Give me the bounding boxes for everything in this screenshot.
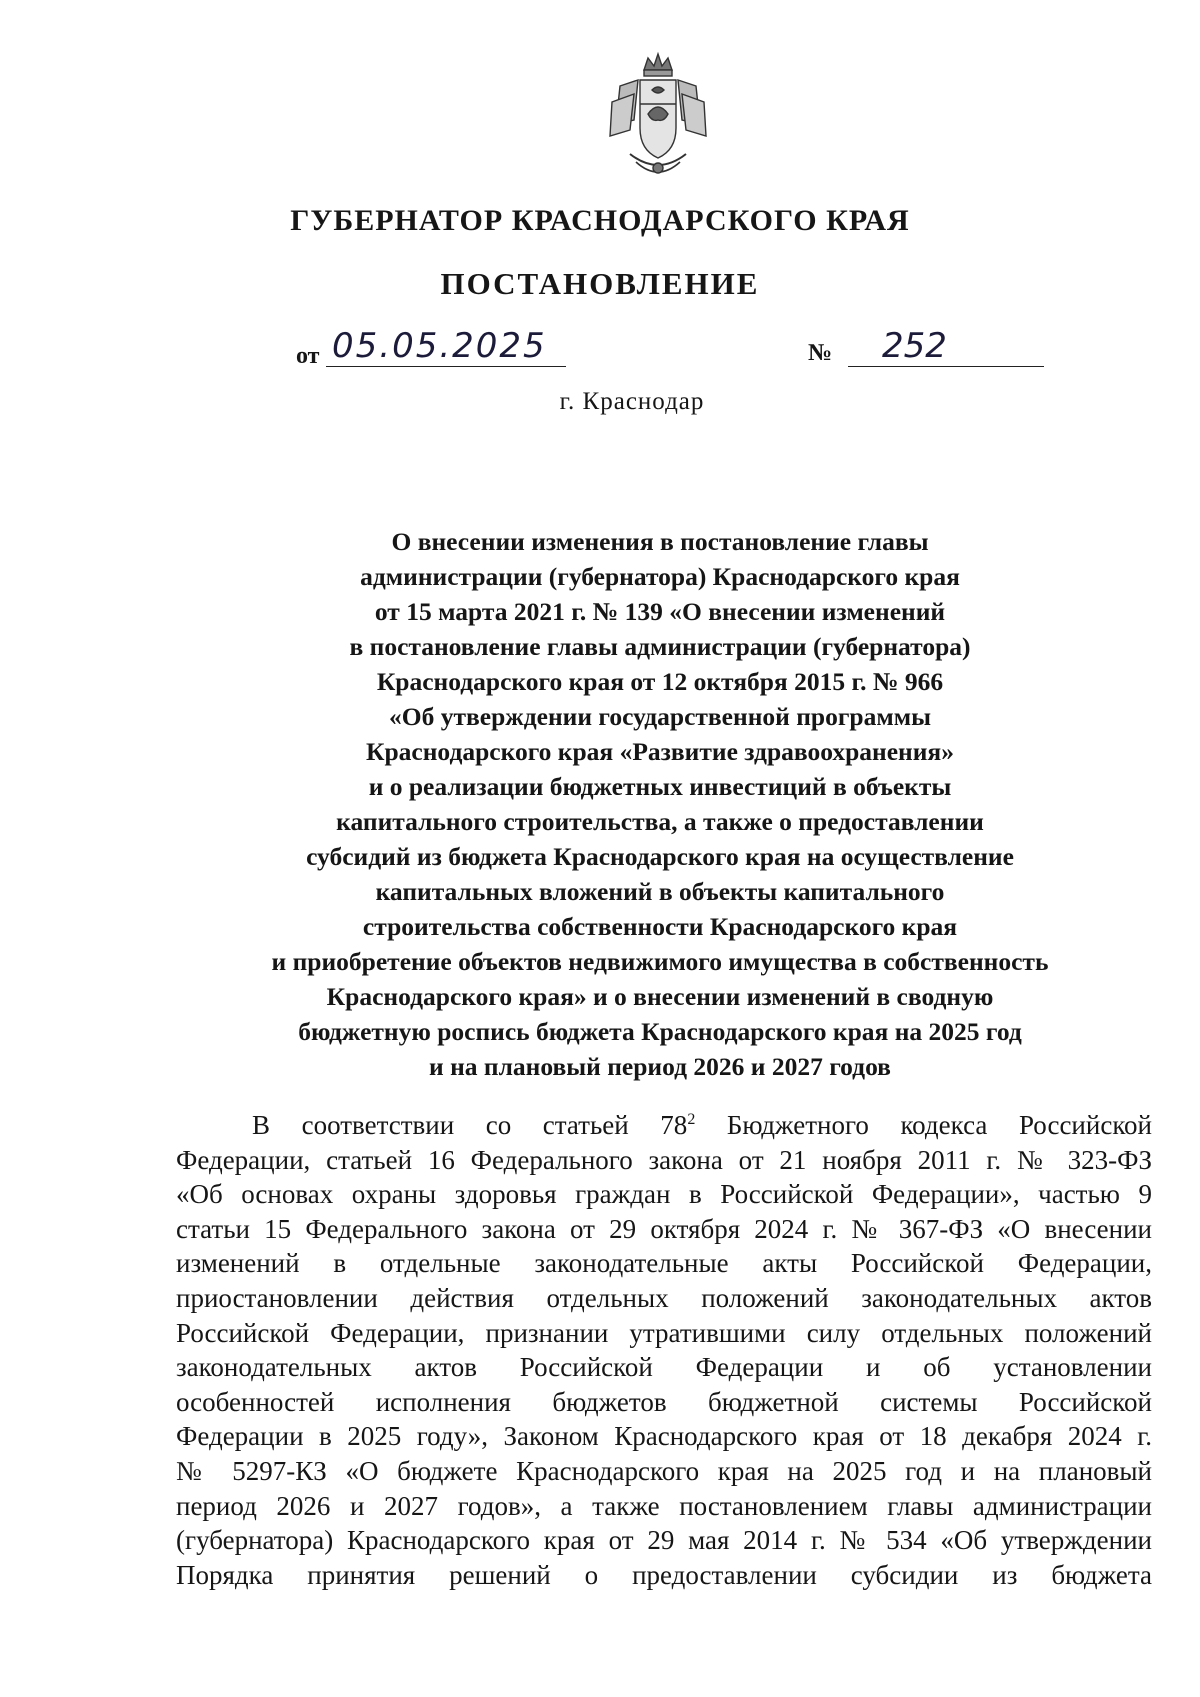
- title-line: бюджетную роспись бюджета Краснодарского края на 2025 год: [298, 1017, 1022, 1046]
- body-line-start: В соответствии со статьей 78: [252, 1110, 688, 1140]
- title-line: строительства собственности Краснодарского края: [362, 912, 958, 941]
- body-line: «Об основах охраны здоровья граждан в Российской Федерации», частью 9: [176, 1179, 1152, 1210]
- number-underline: [848, 366, 1044, 367]
- title-line: Краснодарского края» и о внесении изменений в сводную: [326, 982, 994, 1011]
- body-line: Порядка принятия решений о предоставлении субсидии из бюджета: [176, 1559, 1152, 1590]
- body-line-end: Бюджетного кодекса Российской: [695, 1110, 1153, 1140]
- title-line: и о реализации бюджетных инвестиций в объекты: [368, 772, 952, 801]
- date-label: от: [296, 343, 320, 369]
- title-line: субсидий из бюджета Краснодарского края на осуществление: [306, 842, 1014, 871]
- title-line: в постановление главы администрации (губернатора): [349, 632, 971, 661]
- title-line: Краснодарского края «Развитие здравоохранения»: [366, 737, 954, 766]
- body-line: Российской Федерации, признании утратившими силу отдельных положений: [176, 1317, 1152, 1348]
- document-title: [160, 524, 1160, 1084]
- handwritten-number: 252: [882, 326, 947, 366]
- body-line: [176, 1108, 1152, 1143]
- title-line: О внесении изменения в постановление главы: [391, 527, 929, 556]
- body-line: Федерации, статьей 16 Федерального закона от 21 ноября 2011 г. № 323-ФЗ: [176, 1144, 1152, 1175]
- body-line: особенностей исполнения бюджетов бюджетной системы Российской: [176, 1386, 1152, 1417]
- body-line: законодательных актов Российской Федерации и об установлении: [176, 1352, 1152, 1383]
- title-line: от 15 марта 2021 г. № 139 «О внесении изменений: [374, 597, 946, 626]
- body-line: приостановлении действия отдельных положений законодательных актов: [176, 1282, 1152, 1313]
- title-line: и приобретение объектов недвижимого имущества в собственность: [271, 947, 1049, 976]
- body-line: статьи 15 Федерального закона от 29 октября 2024 г. № 367-ФЗ «О внесении: [176, 1213, 1152, 1244]
- body-line: № 5297-КЗ «О бюджете Краснодарского края на 2025 год и на плановый: [176, 1455, 1152, 1486]
- title-line: капитального строительства, а также о предоставлении: [336, 807, 984, 836]
- date-underline: [326, 366, 566, 367]
- superscript: 2: [687, 1111, 696, 1128]
- body-paragraph: [176, 1108, 1152, 1592]
- city-line: г. Краснодар: [559, 388, 705, 415]
- document-type-heading: ПОСТАНОВЛЕНИЕ: [440, 266, 760, 301]
- body-line: (губернатора) Краснодарского края от 29 мая 2014 г. № 534 «Об утверждении: [176, 1525, 1152, 1556]
- title-line: капитальных вложений в объекты капитального: [375, 877, 945, 906]
- body-line: изменений в отдельные законодательные акты Российской Федерации,: [176, 1248, 1152, 1279]
- title-line: администрации (губернатора) Краснодарского края: [360, 562, 960, 591]
- title-line: и на плановый период 2026 и 2027 годов: [429, 1052, 891, 1081]
- authority-heading: ГУБЕРНАТОР КРАСНОДАРСКОГО КРАЯ: [290, 204, 910, 237]
- handwritten-date: 05.05.2025: [332, 326, 547, 366]
- coat-of-arms-emblem: [608, 50, 708, 184]
- title-line: «Об утверждении государственной программы: [389, 702, 931, 731]
- body-line: период 2026 и 2027 годов», а также постановлением главы администрации: [176, 1490, 1152, 1521]
- title-line: Краснодарского края от 12 октября 2015 г. № 966: [376, 667, 944, 696]
- body-line: Федерации в 2025 году», Законом Краснодарского края от 18 декабря 2024 г.: [176, 1421, 1152, 1452]
- number-label: №: [808, 340, 833, 366]
